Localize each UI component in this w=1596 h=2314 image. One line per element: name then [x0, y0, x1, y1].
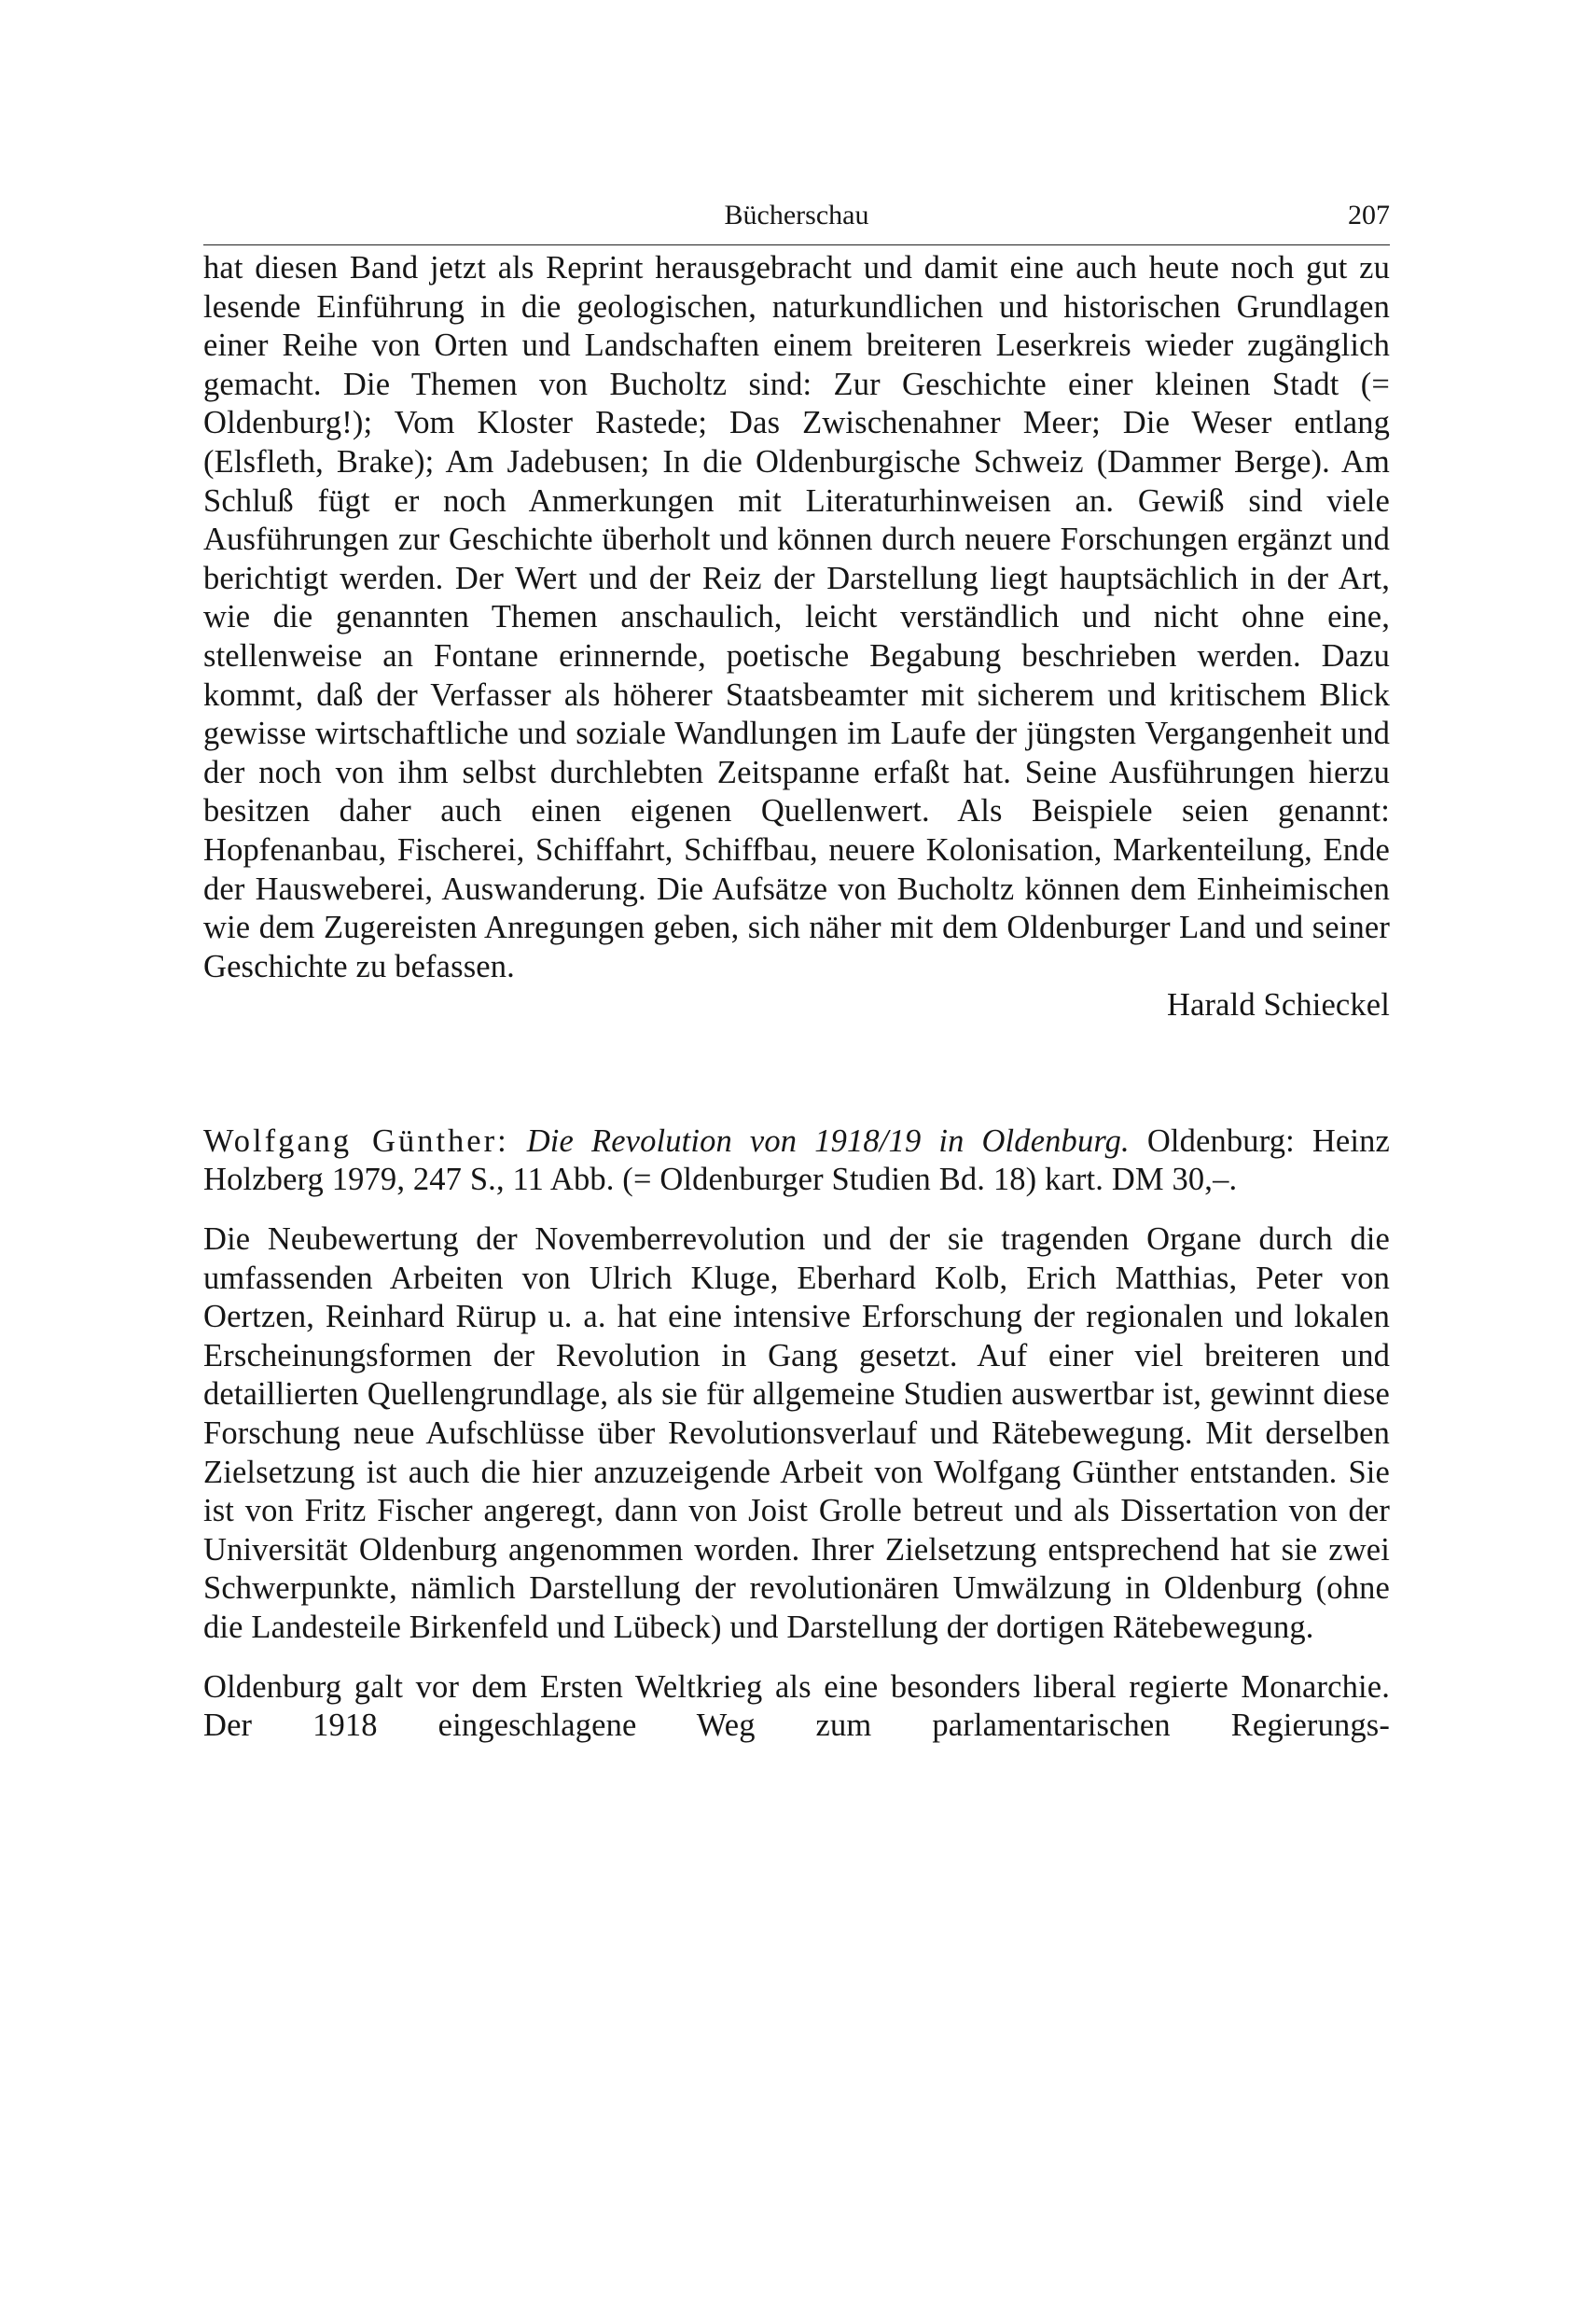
paragraph-gap: [203, 1648, 1390, 1668]
citation-author: Wolfgang Günther:: [203, 1122, 509, 1159]
running-head: [203, 187, 1390, 244]
page-number: 207: [1348, 200, 1390, 230]
citation-details: Oldenburg: Heinz Holzberg 1979, 247 S., 11 Abb. (= Oldenburger Studien Bd. 18) kart. DM 30,–.: [203, 1122, 1390, 1198]
header-rule: [203, 244, 1390, 245]
reviewer-signature: Harald Schieckel: [1167, 987, 1390, 1024]
review-bucholtz: [203, 249, 1390, 1025]
book-citation: [203, 1122, 1390, 1200]
review-guenther: [203, 1122, 1390, 1746]
review-separator: [203, 1025, 1390, 1122]
section-title: Bücherschau: [724, 200, 869, 230]
review-bucholtz-paragraph: hat diesen Band jetzt als Reprint herausgebracht und damit eine auch heute noch gut zu lesende Einführung in die geologischen, naturkundlichen und historischen Grundlagen einer Reihe von Orten und Landschaften einem breiteren Leserkreis wieder zugänglich gemacht. Die Themen von Bucholtz sind: Zur Geschichte einer kleinen Stadt (= Oldenburg!); Vom Kloster Rastede; Das Zwischenahner Meer; Die Weser entlang (Elsfleth, Brake); Am Jadebusen; In die Oldenburgische Schweiz (Dammer Berge). Am Schluß fügt er noch Anmerkungen mit Literaturhinweisen an. Gewiß sind viele Ausführungen zur Geschichte überholt und können durch neuere Forschungen ergänzt und berichtigt werden. Der Wert und der Reiz der Darstellung liegt hauptsächlich in der Art, wie die genannten Themen anschaulich, leicht verständlich und nicht ohne eine, stellenweise an Fontane erinnernde, poetische Begabung beschrieben werden. Dazu kommt, daß der Verfasser als höherer Staatsbeamter mit sicherem und kritischem Blick gewisse wirtschaftliche und soziale Wandlungen im Laufe der jüngsten Vergangenheit und der noch von ihm selbst durchlebten Zeitspanne erfaßt hat. Seine Ausführungen hierzu besitzen daher auch einen eigenen Quellenwert. Als Beispiele seien genannt: Hopfenanbau, Fischerei, Schiffahrt, Schiffbau, neuere Kolonisation, Markenteilung, Ende der Hausweberei, Auswanderung. Die Aufsätze von Bucholtz können dem Einheimischen wie dem Zugereisten Anregungen geben, sich näher mit dem Oldenburger Land und seiner Geschichte zu befassen.: [203, 250, 1390, 984]
review-guenther-paragraph-1: Die Neubewertung der Novemberrevolution und der sie tragenden Organe durch die umfassenden Arbeiten von Ulrich Kluge, Eberhard Kolb, Erich Matthias, Peter von Oertzen, Reinhard Rürup u. a. hat eine intensive Erforschung der regionalen und lokalen Erscheinungsformen der Revolution in Gang gesetzt. Auf einer viel breiteren und detaillierten Quellengrundlage, als sie für allgemeine Studien auswertbar ist, gewinnt diese Forschung neue Aufschlüsse über Revolutionsverlauf und Rätebewegung. Mit derselben Zielsetzung ist auch die hier anzuzeigende Arbeit von Wolfgang Günther entstanden. Sie ist von Fritz Fischer angeregt, dann von Joist Grolle betreut und als Dissertation von der Universität Oldenburg angenommen worden. Ihrer Zielsetzung entsprechend hat sie zwei Schwerpunkte, nämlich Darstellung der revolutionären Umwälzung in Oldenburg (ohne die Landesteile Birkenfeld und Lübeck) und Darstellung der dortigen Rätebewegung.: [203, 1221, 1390, 1645]
citation-title: Die Revolution von 1918/19 in Oldenburg.: [526, 1122, 1130, 1159]
review-guenther-paragraph-2: Oldenburg galt vor dem Ersten Weltkrieg als eine besonders liberal regierte Monarchie. Der 1918 eingeschlagene Weg zum parlamentarischen Regierungs-: [203, 1668, 1390, 1744]
paragraph-gap: [203, 1200, 1390, 1220]
book-page: [203, 187, 1390, 1746]
